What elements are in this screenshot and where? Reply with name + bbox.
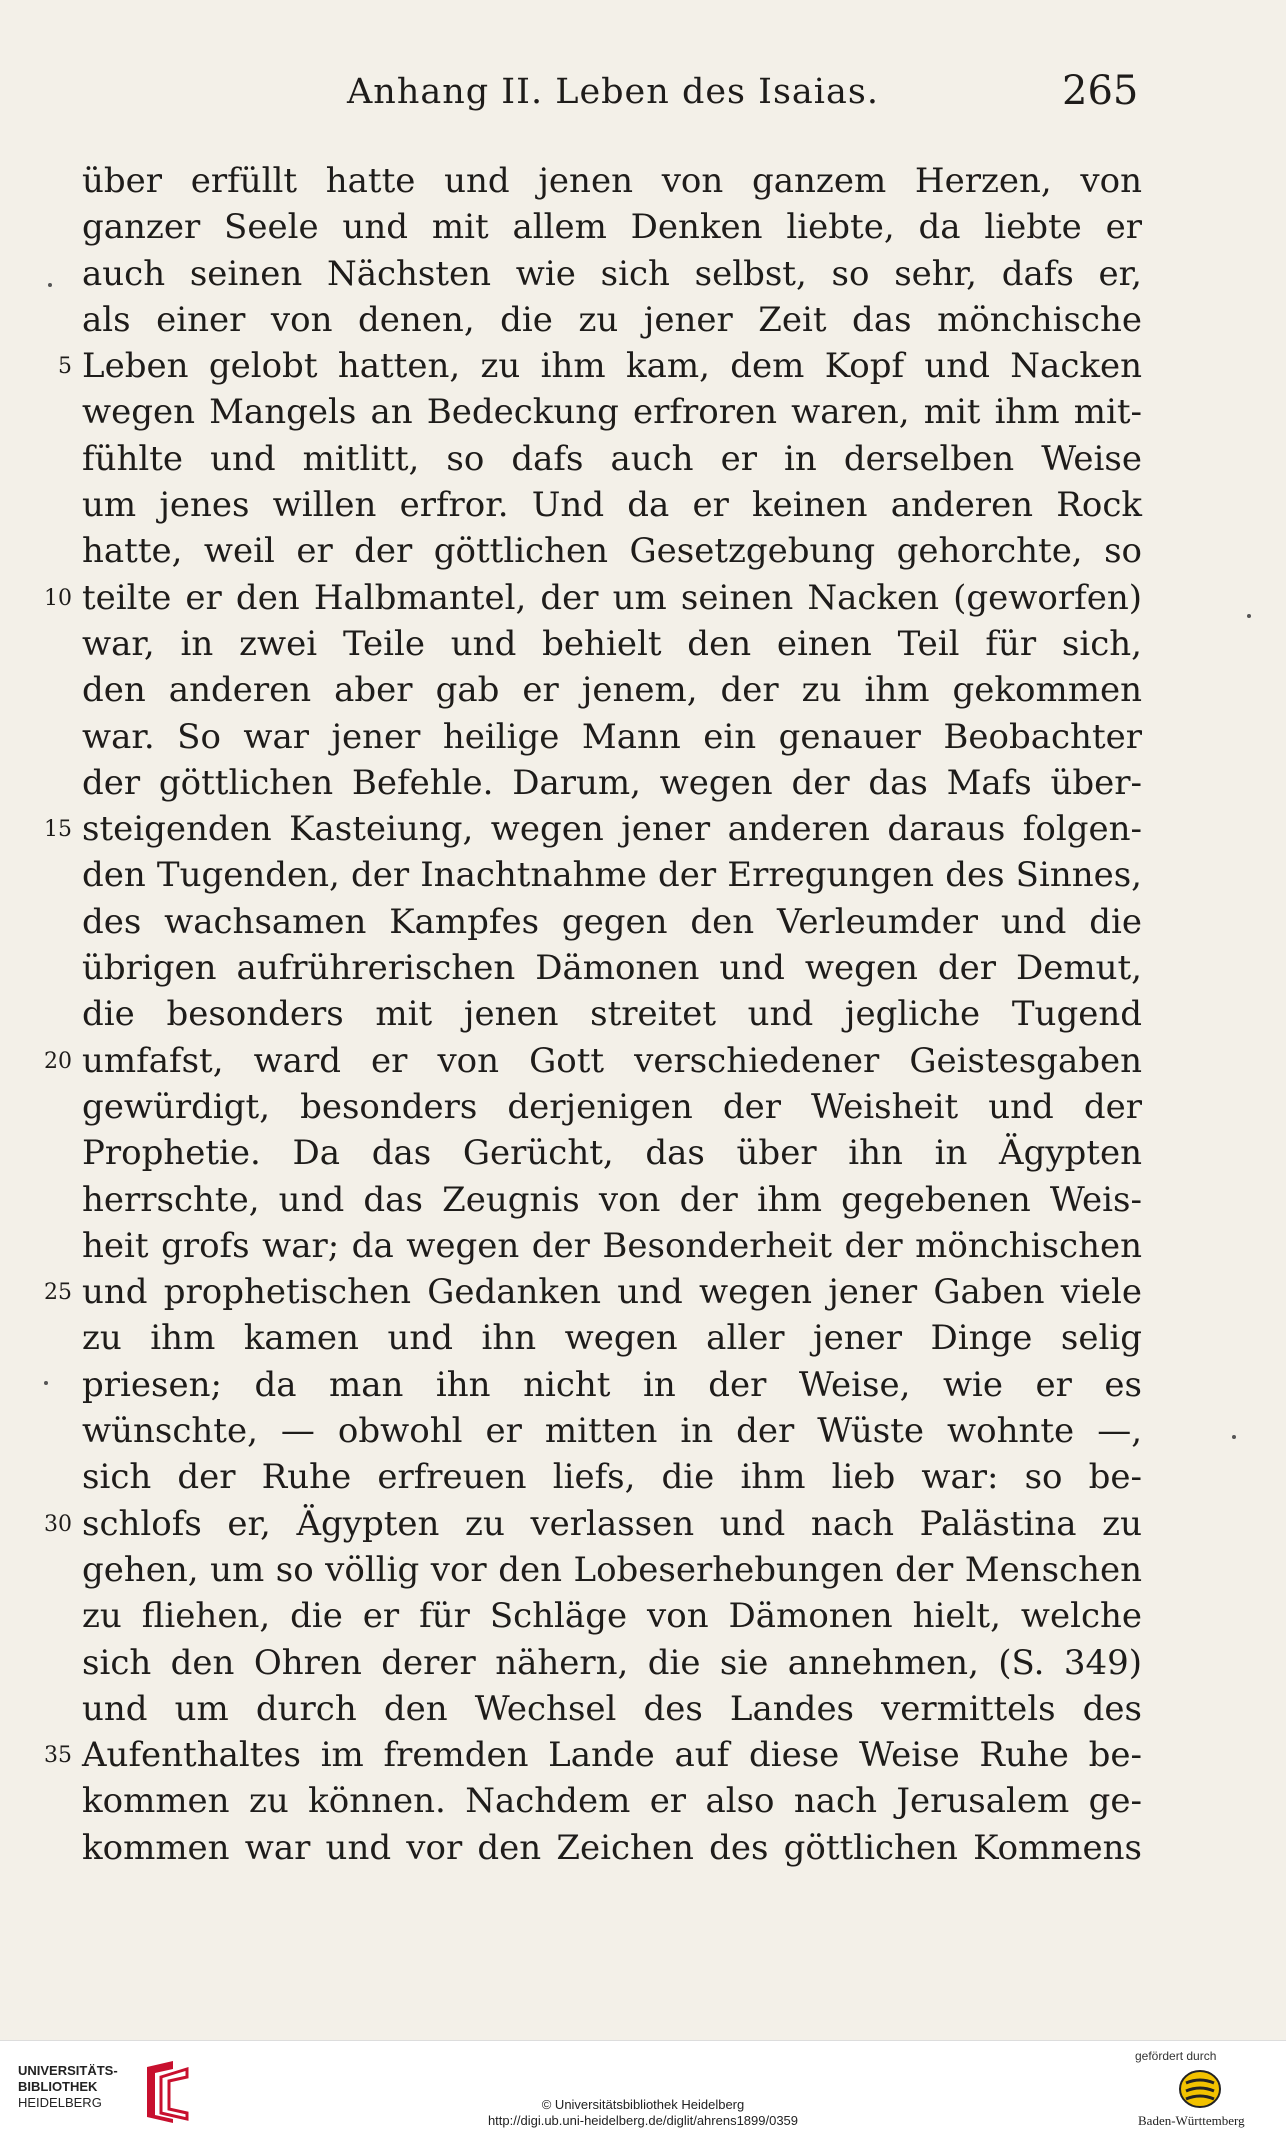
line-text: Leben gelobt hatten, zu ihm kam, dem Kopf und Nacken (82, 346, 1142, 387)
line-text: wünschte, — obwohl er mitten in der Wüste wohnte —, (82, 1411, 1142, 1452)
library-name-line1: UNIVERSITÄTS- (18, 2063, 118, 2078)
text-line (82, 251, 1152, 297)
line-text: teilte er den Halbmantel, der um seinen Nacken (geworfen) (82, 577, 1142, 618)
page-header (0, 68, 1286, 132)
text-line (58, 343, 1152, 389)
line-text: heit grofs war; da wegen der Besonderheit der mönchischen (82, 1225, 1142, 1266)
page-number: 265 (1062, 68, 1139, 114)
line-text: priesen; da man ihn nicht in der Weise, wie er es (82, 1364, 1142, 1405)
text-line (82, 714, 1152, 760)
text-line (44, 1038, 1152, 1084)
text-line (82, 158, 1152, 204)
text-line (82, 621, 1152, 667)
text-line (82, 1362, 1152, 1408)
line-text: gewürdigt, besonders derjenigen der Weisheit und der (82, 1086, 1142, 1127)
line-number: 25 (44, 1280, 72, 1306)
margin-speck (1232, 1435, 1236, 1439)
line-text: hatte, weil er der göttlichen Gesetzgebung gehorchte, so (82, 531, 1142, 572)
line-text: auch seinen Nächsten wie sich selbst, so sehr, dafs er, (82, 253, 1142, 294)
line-text: sich den Ohren derer nähern, die sie annehmen, (S. 349) (82, 1642, 1142, 1683)
text-line (82, 991, 1152, 1037)
line-text: Prophetie. Da das Gerücht, das über ihn in Ägypten (82, 1133, 1142, 1174)
line-text: und prophetischen Gedanken und wegen jener Gaben viele (82, 1272, 1142, 1313)
text-line (82, 1547, 1152, 1593)
state-crest-icon (1178, 2069, 1222, 2109)
text-line (82, 1778, 1152, 1824)
text-line (44, 1732, 1152, 1778)
line-text: Aufenthaltes im fremden Lande auf diese Weise Ruhe be- (82, 1735, 1142, 1776)
text-line (82, 852, 1152, 898)
text-line (82, 1686, 1152, 1732)
body-text (44, 158, 1152, 1871)
footer-bar (0, 2040, 1286, 2135)
sponsor-logo[interactable] (1120, 2049, 1280, 2133)
line-text: ganzer Seele und mit allem Denken liebte, da liebte er (82, 207, 1142, 248)
line-text: war. So war jener heilige Mann ein genauer Beobachter (82, 716, 1142, 757)
library-name-line3: HEIDELBERG (18, 2095, 102, 2110)
line-text: den Tugenden, der Inachtnahme der Erregungen des Sinnes, (82, 855, 1142, 896)
margin-speck (1247, 614, 1251, 618)
text-line (82, 1177, 1152, 1223)
line-text: den anderen aber gab er jenem, der zu ihm gekommen (82, 670, 1142, 711)
margin-speck (48, 283, 52, 287)
text-line (82, 482, 1152, 528)
line-text: wegen Mangels an Bedeckung erfroren waren, mit ihm mit- (82, 392, 1142, 433)
text-line (82, 1130, 1152, 1176)
line-text: die besonders mit jenen streitet und jegliche Tugend (82, 994, 1142, 1035)
line-text: als einer von denen, die zu jener Zeit das mönchische (82, 299, 1142, 340)
text-line (82, 1593, 1152, 1639)
line-text: sich der Ruhe erfreuen liefs, die ihm lieb war: so be- (82, 1457, 1142, 1498)
line-text: und um durch den Wechsel des Landes vermittels des (82, 1688, 1142, 1729)
text-line (82, 1084, 1152, 1130)
text-line (82, 528, 1152, 574)
line-text: kommen zu können. Nachdem er also nach Jerusalem ge- (82, 1781, 1142, 1822)
line-number: 35 (44, 1743, 72, 1769)
line-text: steigenden Kasteiung, wegen jener anderen daraus folgen- (82, 809, 1142, 850)
running-title: Anhang II. Leben des Isaias. (347, 72, 879, 112)
line-text: war, in zwei Teile und behielt den einen Teil für sich, (82, 623, 1142, 664)
text-line (82, 945, 1152, 991)
text-line (44, 1501, 1152, 1547)
line-text: des wachsamen Kampfes gegen den Verleumder und die (82, 901, 1142, 942)
line-text: kommen war und vor den Zeichen des göttlichen Kommens (82, 1827, 1142, 1868)
line-text: umfafst, ward er von Gott verschiedener Geistesgaben (82, 1040, 1142, 1081)
text-line (82, 1640, 1152, 1686)
line-text: schlofs er, Ägypten zu verlassen und nach Palästina zu (82, 1503, 1142, 1544)
sponsor-name: Baden-Württemberg (1138, 2113, 1245, 2128)
text-line (82, 1223, 1152, 1269)
text-line (82, 1408, 1152, 1454)
line-text: der göttlichen Befehle. Darum, wegen der das Mafs über- (82, 762, 1142, 803)
text-line (82, 436, 1152, 482)
text-line (44, 575, 1152, 621)
text-line (82, 204, 1152, 250)
line-text: herrschte, und das Zeugnis von der ihm gegebenen Weis- (82, 1179, 1142, 1220)
text-line (82, 1315, 1152, 1361)
text-line (82, 899, 1152, 945)
text-line (44, 806, 1152, 852)
line-text: übrigen aufrührerischen Dämonen und wegen der Demut, (82, 948, 1142, 989)
text-line (82, 1454, 1152, 1500)
text-line (82, 389, 1152, 435)
copyright-notice: © Universitätsbibliothek Heidelberg (541, 2097, 745, 2112)
text-line (82, 297, 1152, 343)
line-text: zu fliehen, die er für Schläge von Dämonen hielt, welche (82, 1596, 1142, 1637)
line-number: 20 (44, 1048, 72, 1074)
text-line (82, 1825, 1152, 1871)
line-number: 5 (58, 354, 72, 380)
library-name-line2: BIBLIOTHEK (18, 2079, 98, 2094)
text-line (82, 760, 1152, 806)
line-text: fühlte und mitlitt, so dafs auch er in derselben Weise (82, 438, 1142, 479)
line-number: 15 (44, 817, 72, 843)
text-line (44, 1269, 1152, 1315)
line-text: über erfüllt hatte und jenen von ganzem Herzen, von (82, 161, 1142, 201)
line-text: zu ihm kamen und ihn wegen aller jener Dinge selig (82, 1318, 1142, 1359)
line-text: gehen, um so völlig vor den Lobeserhebungen der Menschen (82, 1549, 1142, 1590)
margin-speck (44, 1381, 48, 1385)
sponsor-label: gefördert durch (1135, 2049, 1217, 2063)
line-number: 30 (44, 1511, 72, 1537)
source-url[interactable]: http://digi.ub.uni-heidelberg.de/diglit/ahrens1899/0359 (487, 2113, 799, 2128)
line-text: um jenes willen erfror. Und da er keinen anderen Rock (82, 485, 1142, 526)
line-number: 10 (44, 585, 72, 611)
text-line (82, 667, 1152, 713)
